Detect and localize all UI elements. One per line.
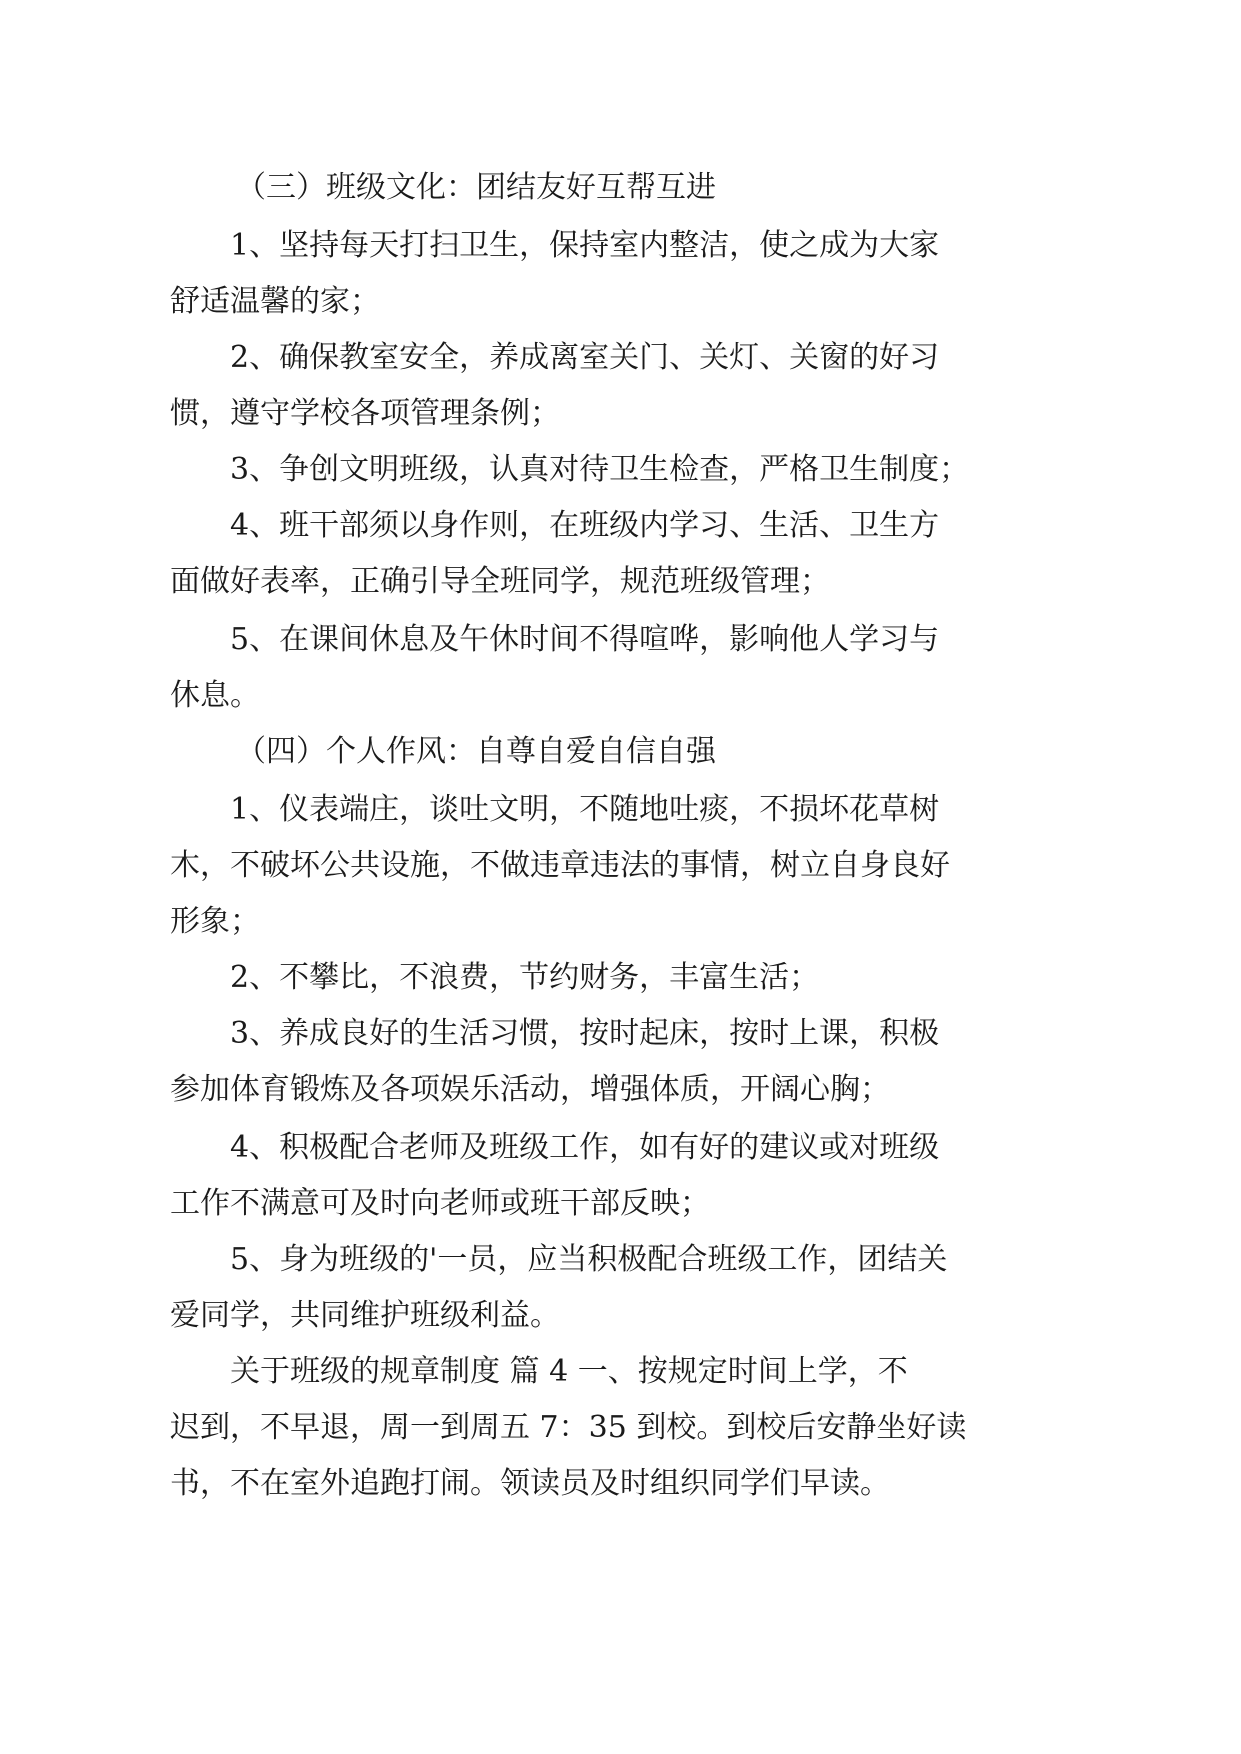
paragraph-line: 休息。 — [170, 678, 260, 713]
paragraph-line: 5、身为班级的'一员，应当积极配合班级工作，团结关 — [230, 1242, 948, 1277]
paragraph-line: 1、坚持每天打扫卫生，保持室内整洁，使之成为大家 — [230, 228, 940, 263]
paragraph-line: 形象； — [170, 904, 260, 939]
paragraph-line: 4、积极配合老师及班级工作，如有好的建议或对班级 — [230, 1130, 940, 1165]
paragraph-line: 木，不破坏公共设施，不做违章违法的事情，树立自身良好 — [170, 848, 950, 883]
section-heading-conduct: （四）个人作风：自尊自爱自信自强 — [236, 734, 716, 769]
paragraph-line: 爱同学，共同维护班级利益。 — [170, 1298, 560, 1333]
paragraph-line: 参加体育锻炼及各项娱乐活动，增强体质，开阔心胸； — [170, 1072, 890, 1107]
section-heading-culture: （三）班级文化：团结友好互帮互进 — [236, 170, 716, 205]
paragraph-line: 1、仪表端庄，谈吐文明，不随地吐痰，不损坏花草树 — [230, 792, 940, 827]
paragraph-line: 3、养成良好的生活习惯，按时起床，按时上课，积极 — [230, 1016, 940, 1051]
paragraph-line: 2、确保教室安全，养成离室关门、关灯、关窗的好习 — [230, 340, 940, 375]
paragraph-line: 5、在课间休息及午休时间不得喧哗，影响他人学习与 — [230, 622, 940, 657]
paragraph-line: 3、争创文明班级，认真对待卫生检查，严格卫生制度； — [230, 452, 970, 487]
paragraph-line: 书，不在室外追跑打闹。领读员及时组织同学们早读。 — [170, 1466, 890, 1501]
paragraph-line: 4、班干部须以身作则，在班级内学习、生活、卫生方 — [230, 508, 940, 543]
paragraph-line: 2、不攀比，不浪费，节约财务，丰富生活； — [230, 960, 820, 995]
paragraph-line: 工作不满意可及时向老师或班干部反映； — [170, 1186, 710, 1221]
paragraph-line: 舒适温馨的家； — [170, 284, 380, 319]
paragraph-line: 惯，遵守学校各项管理条例； — [170, 396, 560, 431]
article-heading-line: 关于班级的规章制度 篇 4 一、按规定时间上学，不 — [230, 1354, 908, 1389]
paragraph-line: 迟到，不早退，周一到周五 7：35 到校。到校后安静坐好读 — [170, 1410, 967, 1445]
paragraph-line: 面做好表率，正确引导全班同学，规范班级管理； — [170, 564, 830, 599]
